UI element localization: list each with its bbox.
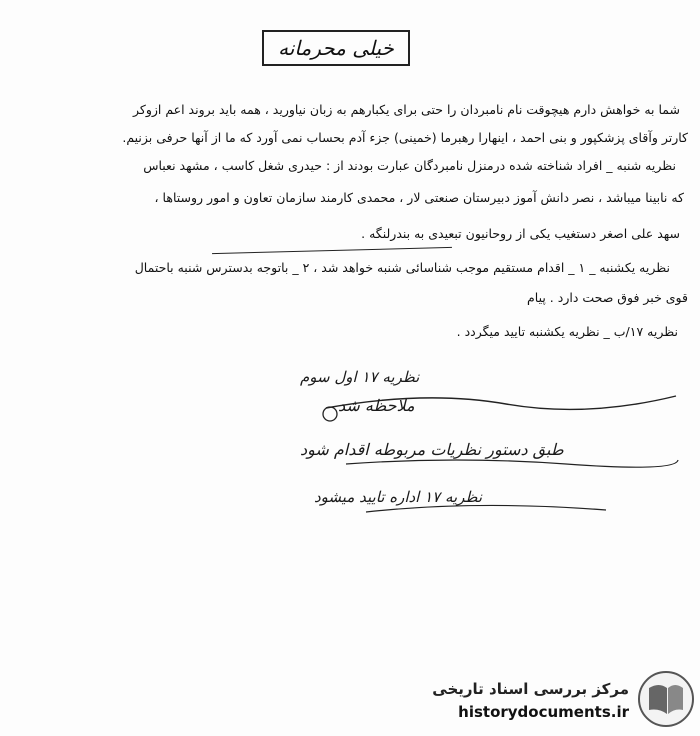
- body-line: که نابینا میباشد ، نصر دانش آموز دبیرستان صنعتی لار ، محمدی کارمند سازمان تعاون و امور روستاها ،: [154, 190, 684, 205]
- handwritten-note: طبق دستور نظریات مربوطه اقدام شود: [300, 440, 564, 459]
- body-line: سهد علی اصغر دستغیب یکی از روحانیون تبعیدی به بندرلنگه .: [361, 226, 680, 241]
- body-line: قوی خبر فوق صحت دارد . پیام: [527, 290, 688, 305]
- handwritten-note: ملاحظه شد: [338, 396, 415, 415]
- watermark-url: historydocuments.ir: [458, 703, 629, 721]
- body-line: نظریه شنبه _ افراد شناخته شده درمنزل نامبردگان عبارت بودند از : حیدری شغل کاسب ، مشهد نعباس: [143, 158, 676, 173]
- underline-mark: [212, 247, 452, 254]
- handwritten-note: نظریه ۱۷ اداره تایید میشود: [314, 488, 482, 506]
- classification-heading: خیلی محرمانه: [262, 30, 410, 66]
- body-line: کارتر وآقای پزشکپور و بنی احمد ، اینهارا رهبرما (خمینی) جزء آدم بحساب نمی آورد که ما از آنها حرفی بزنیم.: [122, 130, 688, 145]
- archive-logo-icon: [637, 670, 695, 728]
- handwritten-note: نظریه ۱۷ اول سوم: [300, 368, 420, 386]
- watermark-title: مرکز بررسی اسناد تاریخی: [432, 680, 629, 698]
- body-line: نظریه ۱۷/ب _ نظریه یکشنبه تایید میگردد .: [456, 324, 678, 339]
- body-line: نظریه یکشنبه _ ۱ _ اقدام مستقیم موجب شناسائی شنبه خواهد شد ، ۲ _ باتوجه بدسترس شنبه باحتمال: [134, 260, 670, 275]
- watermark: [410, 670, 695, 730]
- body-line: شما به خواهش دارم هیچوقت نام نامبردان را حتی برای یکبارهم به زبان نیاورید ، همه باید بروند اعم ازوکر: [132, 102, 680, 117]
